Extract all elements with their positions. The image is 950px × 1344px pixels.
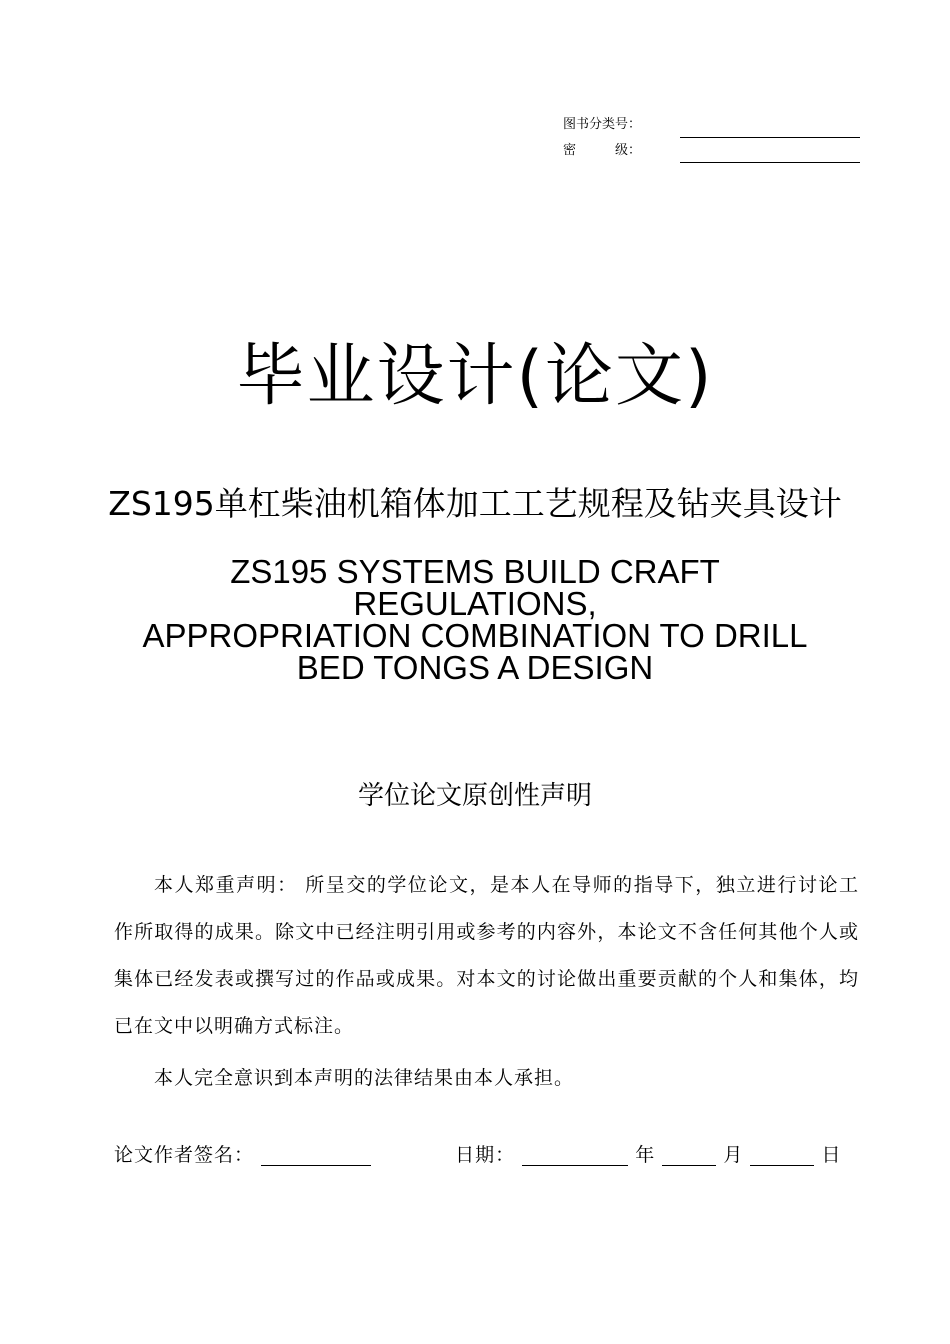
secret-level-label: 密 级： [563,143,642,158]
secret-level-row [563,141,663,161]
thesis-title-en-line: BED TONGS A DESIGN [296,649,654,686]
thesis-title-en-line: ZS195 SYSTEMS BUILD CRAFT [230,553,720,590]
date-day-field[interactable] [750,1143,814,1166]
thesis-title-en [90,553,860,686]
classification-row [563,115,663,135]
declaration-paragraph-2: 本人完全意识到本声明的法律结果由本人承担。 [154,1067,575,1089]
classification-label: 图书分类号： [563,117,642,132]
declaration-paragraph-1: 本人郑重声明： 所呈交的学位论文，是本人在导师的指导下，独立进行讨论工作所取得的成果。除文中已经注明引用或参考的内容外，本论文不含任何其他个人或集体已经发表或撰写过的作品或成果。对本文的讨论做出重要贡献的个人和集体，均已在文中以明确方式标注。 [114,874,859,1037]
main-title: 毕业设计(论文) [236,337,714,416]
thesis-title-en-line: APPROPRIATION COMBINATION TO DRILL [142,617,808,654]
classification-blank [680,137,860,138]
author-signature-field[interactable] [261,1143,371,1166]
date-year-label: 年 [635,1144,656,1166]
thesis-title-cn: ZS195单杠柴油机箱体加工工艺规程及钻夹具设计 [108,484,842,523]
date-month-label: 月 [723,1144,744,1166]
date-year-field[interactable] [522,1143,628,1166]
secret-level-blank [680,162,860,163]
declaration-heading: 学位论文原创性声明 [357,781,592,811]
signature-row [114,1140,842,1170]
date-label: 日期： [455,1144,516,1166]
author-signature-label: 论文作者签名： [114,1144,255,1166]
date-month-field[interactable] [662,1143,716,1166]
date-day-label: 日 [821,1144,842,1166]
thesis-title-en-line: REGULATIONS, [353,585,597,622]
